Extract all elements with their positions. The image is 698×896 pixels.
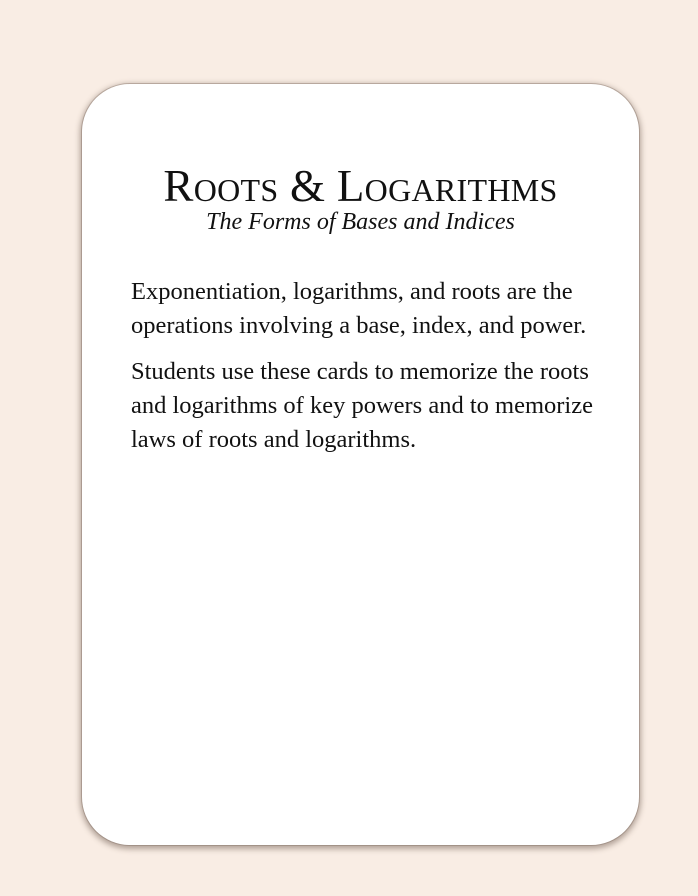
body-paragraph: Exponentiation, logarithms, and roots are the operations involving a base, index, and power. xyxy=(131,278,587,339)
card-subtitle: The Forms of Bases and Indices xyxy=(206,209,515,235)
info-card xyxy=(82,84,639,845)
card-body xyxy=(131,275,599,469)
body-paragraph: Students use these cards to memorize the roots and logarithms of key powers and to memorize laws of roots and logarithms. xyxy=(131,358,593,453)
card-title: Roots & Logarithms xyxy=(163,161,558,211)
